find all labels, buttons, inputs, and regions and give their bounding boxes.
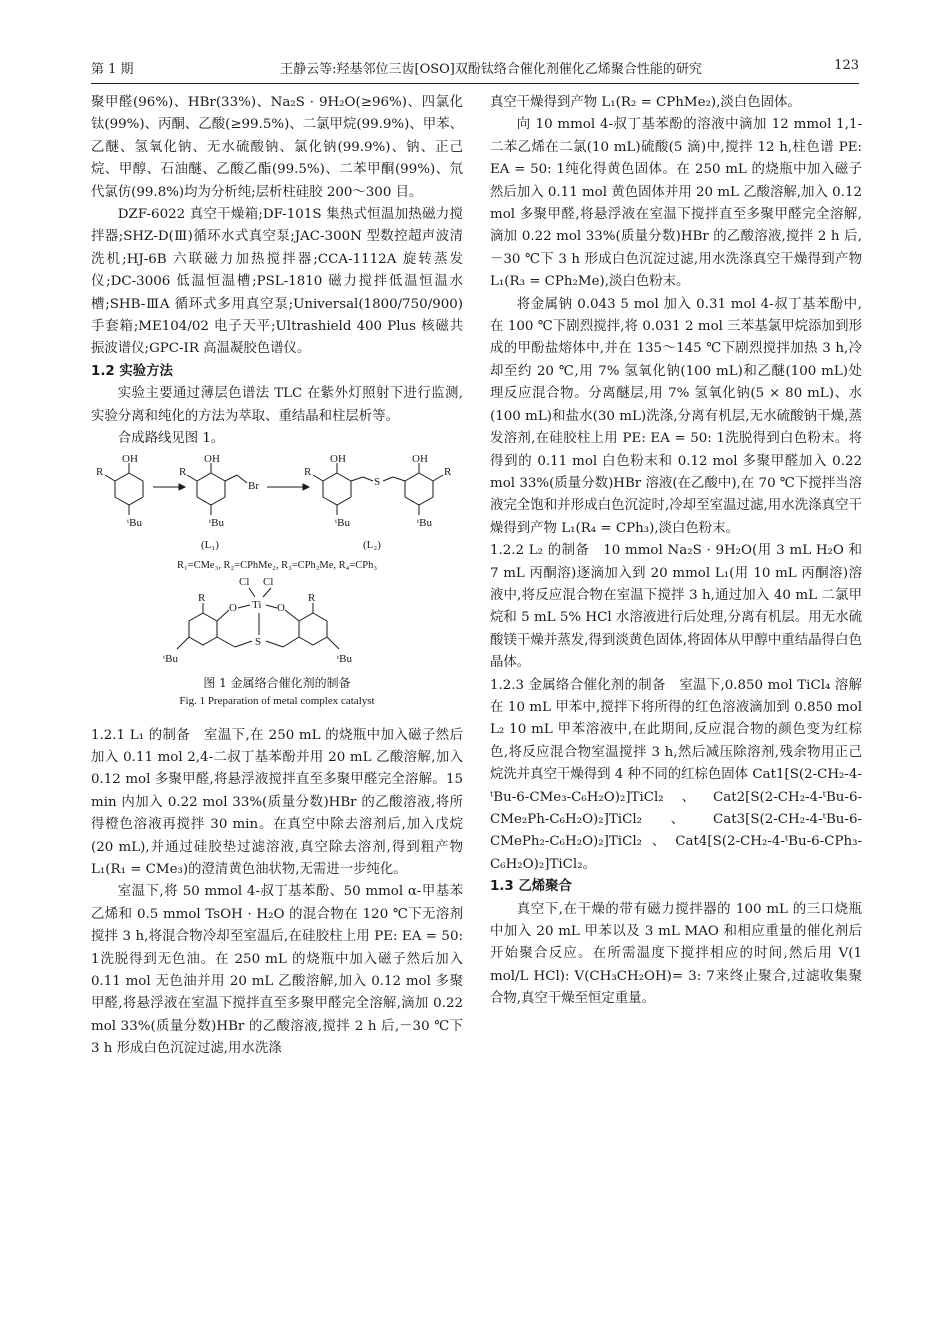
- cl-label: Cl: [263, 575, 274, 588]
- l2-structure: [304, 453, 452, 551]
- tbu-label: ᵗBu: [163, 652, 178, 665]
- page-number: 123: [834, 58, 859, 73]
- phenol-structure: [96, 453, 143, 529]
- tbu-label: ᵗBu: [417, 516, 432, 529]
- instruments-paragraph: DZF-6022 真空干燥箱;DF-101S 集热式恒温加热磁力搅拌器;SHZ-D(Ⅲ)循环水式真空泵;JAC-300N 型数控超声波清洗机;HJ-6B 六联磁力加热搅拌器;CCA-1112A 旋转蒸发仪;DC-3006 低温恒温槽;PSL-1810 磁力搅拌低温恒温水槽;SHB-ⅢA 循环式多用真空泵;Universal(1800/750/900)手套箱;ME104/02 电子天平;Ultrashield 400 Plus 核磁共振波谱仪;GPC-IR 高温凝胶色谱仪。: [91, 207, 463, 357]
- oh-label: OH: [204, 452, 220, 465]
- left-column: [91, 92, 463, 1061]
- ti-label: Ti: [252, 598, 262, 611]
- r-definitions: R₁=CMe₃, R₂=CPhMe₂, R₃=CPh₂Me, R₄=CPh₃: [176, 559, 378, 571]
- synthesis-scheme: [91, 453, 463, 693]
- l1-r4-paragraph: 将金属钠 0.043 5 mol 加入 0.31 mol 4-叔丁基苯酚中,在 100 ℃下剧烈搅拌,将 0.031 2 mol 三苯基氯甲烷添加到形成的甲酚盐熔体中,并在 135～145 ℃下剧烈搅拌加热 3 h,冷却至约 20 ℃,用 7% 氢氧化钠(100 mL)和乙醚(100 mL)处理反应混合物。分离醚层,用 7% 氢氧化钠(5 × 80 mL)、水(100 mL)和盐水(30 mL)洗涤,分离有机层,无水硫酸钠干燥,蒸发溶剂,在硅胶柱上用 PE: EA = 50: 1洗脱得到白色粉末。将得到的 0.11 mol 白色粉末和 0.12 mol 多聚甲醛加入 0.22 mol 33%(质量分数)HBr 溶液(在乙酸中),在 70 ℃下搅拌当溶液完全饱和并形成白色沉淀时,冷却至室温过滤,用水洗涤真空干燥得到产物 L₁(R₄ = CPh₃),淡白色粉末。: [490, 296, 862, 536]
- tbu-label: ᵗBu: [127, 516, 142, 529]
- l2-label: (L₂): [363, 538, 381, 551]
- r-label: R: [96, 465, 104, 478]
- tbu-label: ᵗBu: [209, 516, 224, 529]
- section-heading-polymerization: 1.3 乙烯聚合: [490, 879, 572, 895]
- arrow-2-head: [303, 484, 309, 490]
- polymerization-paragraph: 真空下,在干燥的带有磁力搅拌器的 100 mL 的三口烧瓶中加入 20 mL 甲苯以及 3 mL MAO 和相应重量的催化剂后开始聚合反应。在所需温度下搅拌相应的时间,然后用 V(1 mol/L HCl): V(CH₃CH₂OH)= 3: 7来终止聚合,过滤收集聚合物,真空干燥至恒定重量。: [490, 901, 862, 1007]
- l1-r2-paragraph: 室温下,将 50 mmol 4-叔丁基苯酚、50 mmol α-甲基苯乙烯和 0.5 mmol TsOH · H₂O 的混合物在 120 ℃下无溶剂搅拌 3 h,将混合物冷却至室温后,在硅胶柱上用 PE: EA = 50: 1洗脱得到无色油。在 250 mL 的烧瓶中加入磁子然后加入 0.11 mol 无色油并用 20 mL 乙酸溶解,加入 0.12 mol 多聚甲醛,将悬浮液在室温下搅拌直至多聚甲醛完全溶解,滴加 0.22 mol 33%(质量分数)HBr 的乙酸溶液,搅拌 2 h 后,－30 ℃下 3 h 形成白色沉淀过滤,用水洗涤: [91, 884, 463, 1057]
- subsection-heading-l1: 1.2.1 L₁ 的制备: [91, 727, 191, 743]
- right-column: [490, 92, 862, 1011]
- arrow-1-head: [179, 484, 185, 490]
- running-title: 王静云等:羟基邻位三齿[OSO]双酚钛络合催化剂催化乙烯聚合性能的研究: [280, 62, 702, 77]
- oh-label: OH: [412, 452, 428, 465]
- tbu-label: ᵗBu: [335, 516, 350, 529]
- r-label: R: [179, 465, 187, 478]
- br-label: Br: [248, 479, 259, 492]
- issue-number: 第 1 期: [91, 62, 134, 77]
- o-label: O: [277, 601, 285, 614]
- figure-1: [91, 453, 463, 725]
- o-label: O: [229, 601, 237, 614]
- catalyst-prep-paragraph: 室温下,0.850 mol TiCl₄ 溶解在 10 mL 甲苯中,搅拌下将所得的红色溶液滴加到 0.850 mol L₂ 10 mL 甲苯溶液中,在此期间,反应混合物的颜色变为红棕色,将反应混合物室温搅拌 3 h,然后减压除溶剂,残余物用正己烷洗并真空干燥得到 4 种不同的红棕色固体 Cat1[S(2-CH₂-4-ᵗBu-6-CMe₃-C₆H₂O)₂]TiCl₂、Cat2[S(2-CH₂-4-ᵗBu-6-CMe₂Ph-C₆H₂O)₂]TiCl₂、Cat3[S(2-CH₂-4-ᵗBu-6-CMePh₂-C₆H₂O)₂]TiCl₂、Cat4[S(2-CH₂-4-ᵗBu-6-CPh₃-C₆H₂O)₂]TiCl₂。: [490, 677, 863, 872]
- oh-label: OH: [330, 452, 346, 465]
- section-heading-method: 1.2 实验方法: [91, 363, 173, 379]
- s-label: S: [374, 475, 381, 488]
- l2-prep-paragraph: 10 mmol Na₂S · 9H₂O(用 3 mL H₂O 和 7 mL 丙酮溶)逐滴加入到 20 mmol L₁(用 10 mL 丙酮溶)溶液中,将反应混合物在室温下搅拌 3 h,通过加入 40 mL 二氯甲烷和 5 mL 5% HCl 水溶液进行后处理,分离有机层。用无水硫酸镁干燥并蒸发,得到淡黄色固体,将固体从甲醇中重结晶得白色晶体。: [490, 543, 863, 671]
- subsection-heading-l2: 1.2.2 L₂ 的制备: [490, 543, 590, 559]
- l1-label: (L₁): [201, 538, 219, 551]
- l1-prep-paragraph: 室温下,在 250 mL 的烧瓶中加入磁子然后加入 0.11 mol 2,4-二叔丁基苯酚并用 20 mL 乙酸溶解,加入 0.12 mol 多聚甲醛,将悬浮液搅拌直至多聚甲醛完全溶解。15 min 内加入 0.22 mol 33%(质量分数)HBr 的乙酸溶液,将所得橙色溶液再搅拌 30 min。在真空中除去溶剂后,加入戊烷(20 mL),并通过硅胶垫过滤溶液,真空除去溶剂,得到粗产物 L₁(R₁ = CMe₃)的澄清黄色油状物,无需进一步纯化。: [91, 727, 463, 877]
- tbu-label: ᵗBu: [337, 652, 352, 665]
- s-label: S: [255, 635, 262, 648]
- method-paragraph: 实验主要通过薄层色谱法 TLC 在紫外灯照射下进行监测,实验分离和纯化的方法为萃取、重结晶和柱层析等。: [91, 386, 463, 424]
- r-label: R: [198, 591, 206, 604]
- route-intro: 合成路线见图 1。: [117, 431, 225, 447]
- oh-label: OH: [122, 452, 138, 465]
- figure-caption-en: Fig. 1 Preparation of metal complex catalyst: [179, 694, 375, 707]
- running-header: [91, 58, 859, 82]
- complex-structure: [163, 576, 352, 665]
- l1-r3-paragraph: 向 10 mmol 4-叔丁基苯酚的溶液中滴加 12 mmol 1,1-二苯乙烯在二氯(10 mL)硫酸(5 滴)中,搅拌 12 h,柱色谱 PE: EA = 50: 1纯化得黄色固体。在 250 mL 的烧瓶中加入磁子然后加入 0.11 mol 黄色固体并用 20 mL 乙酸溶解,加入 0.12 mol 多聚甲醛,将悬浮液在室温下搅拌直至多聚甲醛完全溶解,滴加 0.22 mol 33%(质量分数)HBr 的乙酸溶液,搅拌 2 h 后,－30 ℃下 3 h 形成白色沉淀过滤,用水洗涤真空干燥得到产物 L₁(R₃ = CPh₂Me),淡白色粉末。: [490, 117, 862, 290]
- cl-label: Cl: [239, 575, 250, 588]
- figure-caption-cn: 图 1 金属络合催化剂的制备: [203, 675, 351, 690]
- r-label: R: [304, 465, 312, 478]
- r-label: R: [308, 591, 316, 604]
- l1-r2-result: 真空干燥得到产物 L₁(R₂ = CPhMe₂),淡白色固体。: [490, 95, 801, 110]
- r-label: R: [444, 465, 452, 478]
- l1-structure: [179, 453, 259, 551]
- header-rule: [91, 83, 859, 84]
- reagents-paragraph: 聚甲醛(96%)、HBr(33%)、Na₂S · 9H₂O(≥96%)、四氯化钛(99%)、丙酮、乙酸(≥99.5%)、二氯甲烷(99.9%)、甲苯、乙醚、氢氧化钠、无水硫酸钠、氯化钠(99.9%)、钠、正己烷、甲醇、石油醚、乙酸乙酯(99.5%)、二苯甲酮(99%)、氘代氯仿(99.8%)均为分析纯;层析柱硅胶 200～300 目。: [91, 95, 463, 200]
- subsection-heading-catalyst: 1.2.3 金属络合催化剂的制备: [490, 677, 666, 693]
